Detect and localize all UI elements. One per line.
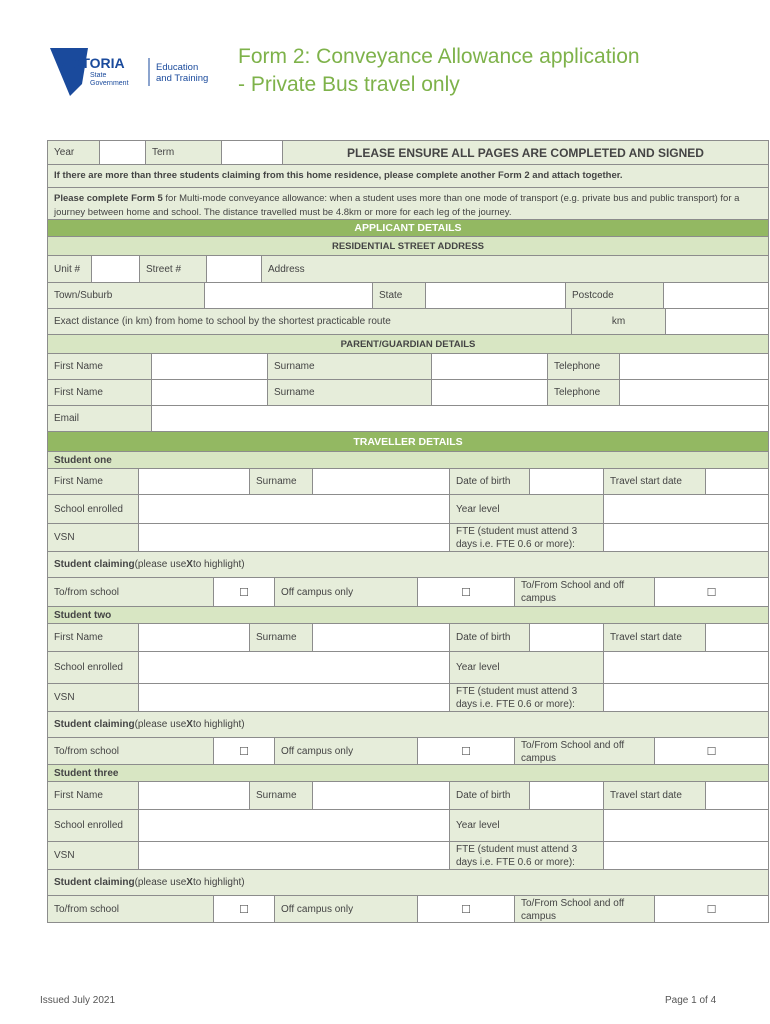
student-fte-line1: FTE (student must attend 3 [456,686,578,697]
both-label [515,578,655,606]
student-name-row [47,469,769,495]
student-fte-label [450,684,604,711]
street-number-field[interactable] [207,256,262,282]
off-campus-checkbox[interactable]: ☐ [418,738,515,764]
student-surname-label: Surname [250,624,313,651]
town-field[interactable] [205,283,373,308]
street-number-label: Street # [140,256,207,282]
student-fte-line1: FTE (student must attend 3 [456,526,578,537]
to-from-school-checkbox[interactable]: ☐ [214,738,275,764]
student-surname-field[interactable] [313,624,450,651]
student-heading: Student one [48,452,768,468]
student-school-field[interactable] [139,810,450,841]
svg-text:and Training: and Training [156,73,209,84]
claim-x: X [186,719,193,730]
year-field[interactable] [100,141,146,164]
student-vsn-row [47,684,769,712]
student-dob-label: Date of birth [450,469,530,494]
student-heading-row [47,452,769,469]
parent1-surname-label: Surname [268,354,432,379]
student-school-field[interactable] [139,495,450,523]
student-dob-label: Date of birth [450,782,530,809]
student-first-name-label: First Name [48,624,139,651]
email-field[interactable] [152,406,768,431]
student-surname-field[interactable] [313,782,450,809]
form-title-line2: - Private Bus travel only [238,73,460,96]
traveller-heading-row [47,432,769,452]
svg-text:VICTORIA: VICTORIA [58,55,125,71]
student-heading-row [47,765,769,782]
student-fte-field[interactable] [604,524,768,551]
form5-note [48,188,768,219]
off-campus-checkbox[interactable]: ☐ [418,896,515,922]
both-line1: To/From School and off [521,580,625,591]
claim-mid: (please use [134,877,187,888]
application-form [47,140,769,923]
off-campus-label: Off campus only [275,896,418,922]
student-claim-options-row [47,896,769,923]
form-title [238,43,640,99]
student-first-name-field[interactable] [139,624,250,651]
both-line2: campus [521,911,557,922]
student-travel-start-field[interactable] [706,624,768,651]
student-block-1 [47,452,769,607]
address-label: Address [268,263,305,275]
off-campus-label: Off campus only [275,578,418,606]
state-label: State [373,283,426,308]
traveller-details-heading: TRAVELLER DETAILS [48,432,768,451]
student-fte-label [450,524,604,551]
claim-mid: (please use [134,559,187,570]
claim-bold: Student claiming [54,559,135,570]
claim-end: to highlight) [192,719,245,730]
address-heading-row [47,237,769,256]
year-label: Year [48,141,100,164]
unit-street-row [47,256,769,283]
student-fte-label [450,842,604,869]
issued-date: Issued July 2021 [40,995,116,1006]
parent1-surname-field[interactable] [432,354,548,379]
student-claim-heading-row [47,870,769,896]
parent2-telephone-field[interactable] [620,380,768,405]
email-row [47,406,769,432]
parent-heading-row [47,335,769,354]
student-school-label: School enrolled [48,652,139,683]
student-vsn-label: VSN [48,524,139,551]
student-block-2 [47,607,769,765]
student-school-label: School enrolled [48,810,139,841]
email-label: Email [48,406,152,431]
student-surname-label: Surname [250,469,313,494]
student-vsn-row [47,524,769,552]
applicant-details-heading: APPLICANT DETAILS [48,220,768,236]
distance-field[interactable] [572,309,666,334]
victoria-government-logo [48,44,223,96]
student-first-name-label: First Name [48,782,139,809]
distance-label: Exact distance (in km) from home to school by the shortest practicable route [48,309,572,334]
applicant-heading-row [47,220,769,237]
student-first-name-field[interactable] [139,469,250,494]
parent1-telephone-label: Telephone [548,354,620,379]
term-field[interactable] [222,141,283,164]
student-vsn-row [47,842,769,870]
student-dob-field[interactable] [530,782,604,809]
student-year-level-field[interactable] [604,810,768,841]
student-dob-field[interactable] [530,624,604,651]
both-line2: campus [521,753,557,764]
multi-student-note: If there are more than three students claiming from this home residence, please complete another Form 2 and attach together. [48,165,768,187]
student-fte-line2: days i.e. FTE 0.6 or more): [456,539,575,550]
student-block-3 [47,765,769,923]
student-school-row [47,495,769,524]
student-travel-start-label: Travel start date [604,469,706,494]
parent2-surname-field[interactable] [432,380,548,405]
claim-bold: Student claiming [54,877,135,888]
km-unit: km [611,316,626,327]
student-fte-field[interactable] [604,842,768,869]
both-label [515,896,655,922]
svg-text:Government: Government [90,80,129,87]
to-from-school-checkbox[interactable]: ☐ [214,896,275,922]
parent-row-2 [47,380,769,406]
both-checkbox[interactable]: ☐ [655,738,768,764]
student-year-level-field[interactable] [604,652,768,683]
both-checkbox[interactable]: ☐ [655,896,768,922]
parent1-first-name-field[interactable] [152,354,268,379]
page-number: Page 1 of 4 [665,995,717,1006]
student-year-level-field[interactable] [604,495,768,523]
students-container [47,452,769,923]
claim-bold: Student claiming [54,719,135,730]
unit-field[interactable] [92,256,140,282]
to-from-school-label: To/from school [48,896,214,922]
distance-row [47,309,769,335]
student-surname-field[interactable] [313,469,450,494]
student-claim-instruction [48,712,768,737]
student-claim-heading-row [47,552,769,578]
student-claim-instruction [48,552,768,577]
svg-text:State: State [90,72,107,79]
note-row-2 [47,188,769,220]
student-fte-line1: FTE (student must attend 3 [456,844,578,855]
parent2-surname-label: Surname [268,380,432,405]
student-dob-label: Date of birth [450,624,530,651]
town-label: Town/Suburb [48,283,205,308]
student-fte-line2: days i.e. FTE 0.6 or more): [456,699,575,710]
completion-banner: PLEASE ENSURE ALL PAGES ARE COMPLETED AND SIGNED [283,141,768,164]
student-fte-field[interactable] [604,684,768,711]
student-surname-label: Surname [250,782,313,809]
off-campus-label: Off campus only [275,738,418,764]
both-line1: To/From School and off [521,898,625,909]
term-label: Term [146,141,222,164]
student-dob-field[interactable] [530,469,604,494]
off-campus-checkbox[interactable]: ☐ [418,578,515,606]
form5-note-text: for Multi-mode conveyance allowance: when a student uses more than one mode of transport (e.g. private bus and public transport) for a journey between home and school. The distance travelled must be 4.8km or more for each leg of the journey. [54,193,740,218]
student-claim-options-row [47,578,769,607]
student-school-row [47,810,769,842]
both-label [515,738,655,764]
year-term-row [47,140,769,165]
student-school-label: School enrolled [48,495,139,523]
student-claim-instruction [48,870,768,895]
svg-text:Education: Education [156,62,199,73]
student-claim-heading-row [47,712,769,738]
unit-label: Unit # [48,256,92,282]
to-from-school-label: To/from school [48,578,214,606]
to-from-school-label: To/from school [48,738,214,764]
student-year-level-label: Year level [450,495,604,523]
form5-note-bold: Please complete Form 5 [54,193,163,204]
student-fte-line2: days i.e. FTE 0.6 or more): [456,857,575,868]
address-field[interactable] [262,256,768,282]
postcode-label: Postcode [566,283,664,308]
postcode-field[interactable] [664,283,768,308]
student-name-row [47,624,769,652]
town-state-row [47,283,769,309]
student-heading: Student three [48,765,768,781]
form-title-line1: Form 2: Conveyance Allowance application [238,45,640,68]
claim-end: to highlight) [192,877,245,888]
student-travel-start-label: Travel start date [604,624,706,651]
student-school-row [47,652,769,684]
claim-x: X [186,559,193,570]
parent-row-1 [47,354,769,380]
student-travel-start-field[interactable] [706,782,768,809]
student-claim-options-row [47,738,769,765]
parent2-first-name-label: First Name [48,380,152,405]
student-heading: Student two [48,607,768,623]
student-name-row [47,782,769,810]
both-line1: To/From School and off [521,740,625,751]
student-year-level-label: Year level [450,652,604,683]
student-vsn-label: VSN [48,842,139,869]
student-first-name-field[interactable] [139,782,250,809]
student-travel-start-label: Travel start date [604,782,706,809]
student-first-name-label: First Name [48,469,139,494]
residential-address-heading: RESIDENTIAL STREET ADDRESS [48,237,768,255]
claim-x: X [186,877,193,888]
both-line2: campus [521,593,557,604]
student-vsn-field[interactable] [139,684,450,711]
parent2-telephone-label: Telephone [548,380,620,405]
student-school-field[interactable] [139,652,450,683]
parent1-telephone-field[interactable] [620,354,768,379]
state-field[interactable] [426,283,566,308]
parent2-first-name-field[interactable] [152,380,268,405]
student-heading-row [47,607,769,624]
student-travel-start-field[interactable] [706,469,768,494]
claim-end: to highlight) [192,559,245,570]
to-from-school-checkbox[interactable]: ☐ [214,578,275,606]
note-row-1 [47,165,769,188]
both-checkbox[interactable]: ☐ [655,578,768,606]
claim-mid: (please use [134,719,187,730]
parent1-first-name-label: First Name [48,354,152,379]
student-vsn-field[interactable] [139,842,450,869]
student-year-level-label: Year level [450,810,604,841]
student-vsn-field[interactable] [139,524,450,551]
distance-blank[interactable] [666,309,768,334]
student-vsn-label: VSN [48,684,139,711]
parent-guardian-heading: PARENT/GUARDIAN DETAILS [48,335,768,353]
